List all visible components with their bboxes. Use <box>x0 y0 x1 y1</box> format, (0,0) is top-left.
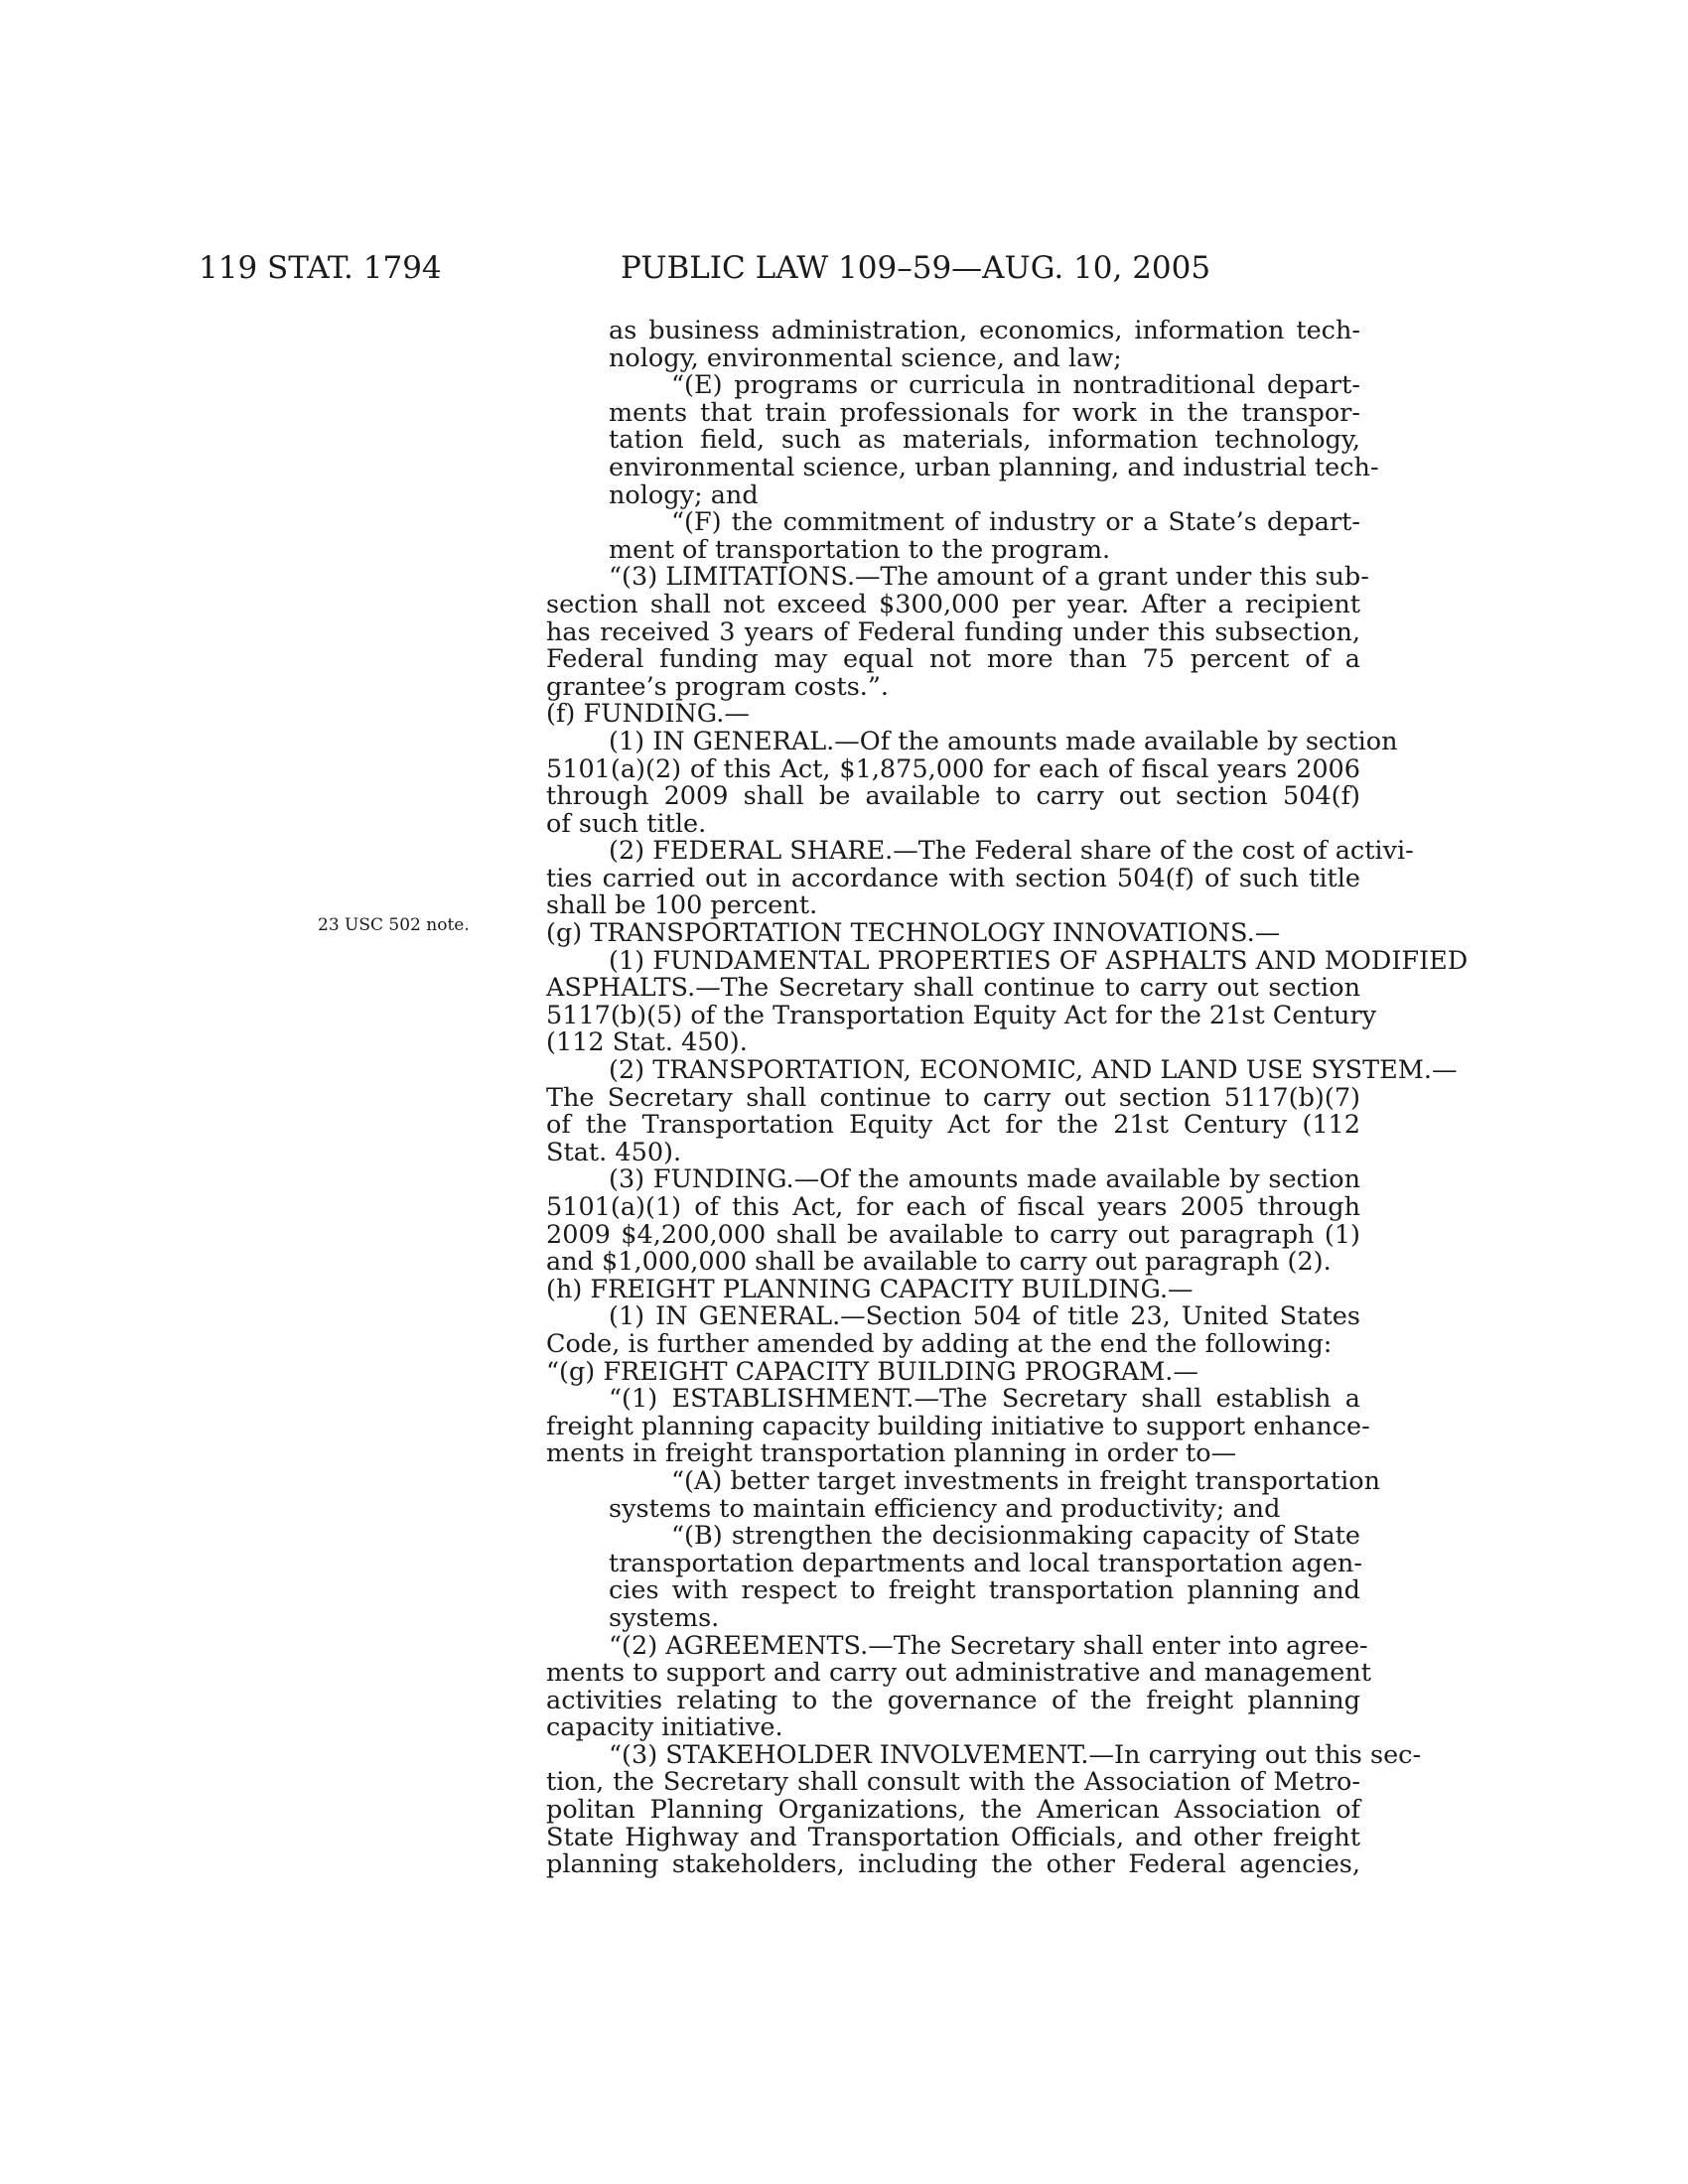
text-line: (3) FUNDING.—Of the amounts made available by section <box>609 1164 1360 1195</box>
text-line: “(F) the commitment of industry or a State’s depart- <box>671 507 1360 538</box>
text-line: 5117(b)(5) of the Transportation Equity Act for the 21st Century <box>546 1000 1377 1030</box>
text-line: (1) FUNDAMENTAL PROPERTIES OF ASPHALTS AND MODIFIED <box>609 945 1469 976</box>
text-line: has received 3 years of Federal funding under this subsection, <box>546 616 1360 647</box>
text-line: of such title. <box>546 808 707 839</box>
text-line: (h) FREIGHT PLANNING CAPACITY BUILDING.— <box>546 1274 1194 1304</box>
running-header <box>0 250 1688 290</box>
margin-note: 23 USC 502 note. <box>318 915 470 935</box>
text-line: 2009 $4,200,000 shall be available to carry out paragraph (1) <box>546 1219 1360 1250</box>
paragraph <box>546 1356 1360 1387</box>
paragraph <box>546 1739 1422 1880</box>
paragraph <box>546 1384 1370 1469</box>
text-line: (112 Stat. 450). <box>546 1027 748 1058</box>
text-line: systems. <box>609 1602 720 1633</box>
text-line: cies with respect to freight transportation planning and <box>609 1575 1360 1606</box>
text-line: The Secretary shall continue to carry out section 5117(b)(7) <box>546 1082 1360 1113</box>
text-line: ties carried out in accordance with section 504(f) of such title <box>546 863 1360 893</box>
paragraph <box>546 701 1360 729</box>
text-line: ASPHALTS.—The Secretary shall continue to carry out section <box>546 973 1360 1004</box>
text-line: 5101(a)(1) of this Act, for each of fiscal years 2005 through <box>546 1192 1360 1222</box>
text-line: State Highway and Transportation Officials, and other freight <box>546 1822 1360 1852</box>
public-law-title: PUBLIC LAW 109–59—AUG. 10, 2005 <box>621 250 1211 286</box>
text-line: activities relating to the governance of the freight planning <box>546 1685 1360 1715</box>
text-line: freight planning capacity building initiative to support enhance- <box>546 1411 1370 1441</box>
text-line: capacity initiative. <box>546 1712 783 1743</box>
text-line: Code, is further amended by adding at the end the following: <box>546 1328 1333 1359</box>
text-line: (2) TRANSPORTATION, ECONOMIC, AND LAND USE SYSTEM.— <box>609 1055 1458 1086</box>
text-line: “(1) ESTABLISHMENT.—The Secretary shall establish a <box>609 1384 1360 1415</box>
paragraph <box>546 1274 1360 1304</box>
text-line: “(3) LIMITATIONS.—The amount of a grant under this sub- <box>609 562 1369 593</box>
paragraph <box>546 1166 1360 1276</box>
paragraph <box>546 945 1469 1058</box>
text-line: nology, environmental science, and law; <box>609 342 1122 373</box>
text-line: Federal funding may equal not more than 75 percent of a <box>546 644 1360 675</box>
text-line: (1) IN GENERAL.—Of the amounts made available by section <box>609 726 1398 756</box>
paragraph <box>546 726 1398 839</box>
paragraph <box>546 370 1379 510</box>
text-line: and $1,000,000 shall be available to carry out paragraph (2). <box>546 1247 1332 1278</box>
text-line: nology; and <box>609 479 759 510</box>
text-line: of the Transportation Equity Act for the 21st Century (112 <box>546 1110 1360 1141</box>
text-line: transportation departments and local transportation agen- <box>609 1548 1362 1578</box>
paragraph <box>546 562 1369 702</box>
text-line: (2) FEDERAL SHARE.—The Federal share of the cost of activi- <box>609 836 1414 867</box>
text-line: planning stakeholders, including the other Federal agencies, <box>546 1849 1360 1880</box>
text-line: tion, the Secretary shall consult with the Association of Metro- <box>546 1767 1360 1798</box>
text-line: “(3) STAKEHOLDER INVOLVEMENT.—In carrying out this sec- <box>609 1739 1422 1770</box>
text-line: ment of transportation to the program. <box>609 534 1111 565</box>
text-line: “(E) programs or curricula in nontraditional depart- <box>671 370 1360 401</box>
paragraph <box>546 1303 1360 1358</box>
paragraph <box>546 318 1360 372</box>
text-line: shall be 100 percent. <box>546 890 818 921</box>
text-line: ments that train professionals for work in the transpor- <box>609 397 1360 428</box>
text-line: section shall not exceed $300,000 per year. After a recipient <box>546 589 1360 619</box>
paragraph <box>546 1523 1360 1632</box>
paragraph <box>546 509 1360 564</box>
text-line: grantee’s program costs.”. <box>546 671 890 702</box>
paragraph <box>546 920 1360 948</box>
paragraph <box>546 836 1414 921</box>
text-line: systems to maintain efficiency and productivity; and <box>609 1493 1281 1524</box>
text-line: politan Planning Organizations, the American Association of <box>546 1795 1360 1826</box>
text-line: ments in freight transportation planning in order to— <box>546 1438 1237 1469</box>
statute-page-number: 119 STAT. 1794 <box>199 250 442 286</box>
text-line: ments to support and carry out administrative and management <box>546 1658 1372 1689</box>
text-line: “(g) FREIGHT CAPACITY BUILDING PROGRAM.— <box>546 1356 1198 1387</box>
text-line: environmental science, urban planning, and industrial tech- <box>609 452 1379 482</box>
text-line: “(B) strengthen the decisionmaking capacity of State <box>671 1521 1360 1552</box>
paragraph <box>546 1465 1380 1524</box>
text-line: as business administration, economics, information tech- <box>609 316 1360 345</box>
text-line: (1) IN GENERAL.—Section 504 of title 23, United States <box>609 1301 1360 1332</box>
text-line: tation field, such as materials, information technology, <box>609 425 1360 456</box>
text-line: 5101(a)(2) of this Act, $1,875,000 for each of fiscal years 2006 <box>546 753 1360 784</box>
paragraph <box>546 1055 1458 1167</box>
text-line: “(2) AGREEMENTS.—The Secretary shall enter into agree- <box>609 1630 1368 1661</box>
text-line: (f) FUNDING.— <box>546 699 750 730</box>
paragraph <box>546 1630 1372 1743</box>
document-body <box>546 316 1469 1880</box>
text-line: Stat. 450). <box>546 1137 682 1167</box>
text-line: (g) TRANSPORTATION TECHNOLOGY INNOVATIONS.— <box>546 918 1281 949</box>
text-line: “(A) better target investments in freight transportation <box>671 1465 1380 1496</box>
text-line: through 2009 shall be available to carry out section 504(f) <box>546 781 1360 812</box>
